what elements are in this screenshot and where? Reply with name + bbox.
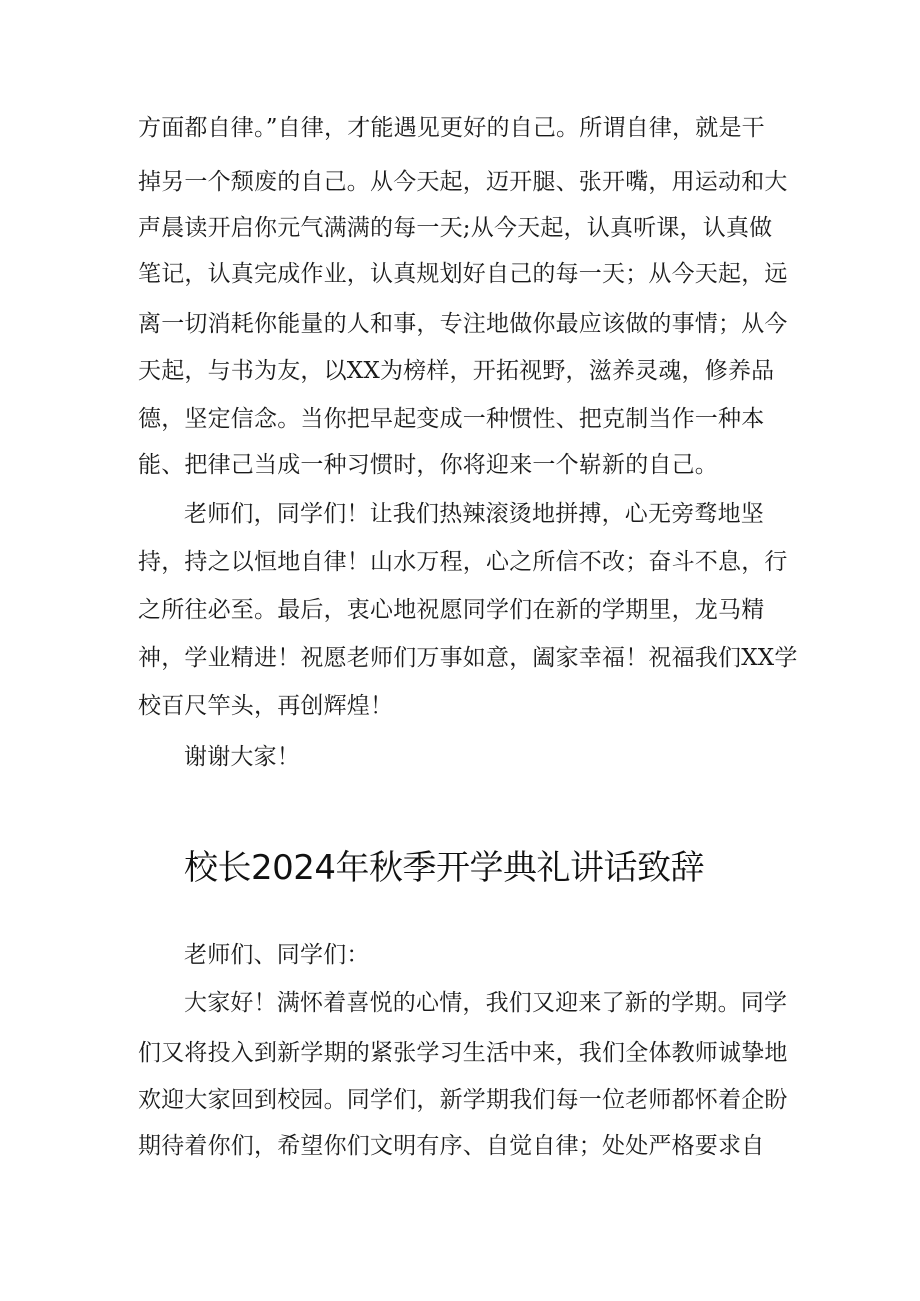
paragraph-first-line: 大家好！满怀着喜悦的心情，我们又迎来了新的学期。同学 [184, 990, 788, 1016]
body-line: 欢迎大家回到校园。同学们，新学期我们每一位老师都怀着企盼 [138, 1087, 788, 1113]
body-line: 德，坚定信念。当你把早起变成一种惯性、把克制当作一种本 [138, 406, 765, 432]
body-line: 掉另一个颓废的自己。从今天起，迈开腿、张开嘴，用运动和大 [138, 169, 788, 195]
salutation-line: 老师们、同学们： [184, 942, 370, 968]
speech-title: 校长2024年秋季开学典礼讲话致辞 [184, 848, 705, 888]
paragraph-first-line: 老师们，同学们！让我们热辣滚烫地拼搏，心无旁骛地坚 [184, 501, 764, 527]
body-line: 们又将投入到新学期的紧张学习生活中来，我们全体教师诚挚地 [138, 1040, 788, 1066]
body-line: 方面都自律。”自律，才能遇见更好的自己。所谓自律，就是干 [138, 115, 765, 141]
body-line: 能、把律己当成一种习惯时，你将迎来一个崭新的自己。 [138, 452, 718, 478]
closing-line: 谢谢大家！ [184, 744, 300, 770]
body-line: 离一切消耗你能量的人和事，专注地做你最应该做的事情；从今 [138, 311, 788, 337]
body-line: 持，持之以恒地自律！山水万程，心之所信不改；奋斗不息，行 [138, 549, 788, 575]
body-line: 天起，与书为友，以XX为榜样，开拓视野，滋养灵魂，修养品 [138, 358, 775, 384]
body-line: 声晨读开启你元气满满的每一天;从今天起，认真听课，认真做 [138, 215, 773, 241]
body-line: 之所往必至。最后，衷心地祝愿同学们在新的学期里，龙马精 [138, 597, 765, 623]
body-line: 神，学业精进！祝愿老师们万事如意，阖家幸福！祝福我们XX学 [138, 645, 798, 671]
body-line: 校百尺竿头，再创辉煌！ [138, 693, 394, 719]
body-line: 期待着你们，希望你们文明有序、自觉自律；处处严格要求自 [138, 1133, 765, 1159]
body-line: 笔记，认真完成作业，认真规划好自己的每一天；从今天起，远 [138, 261, 788, 287]
